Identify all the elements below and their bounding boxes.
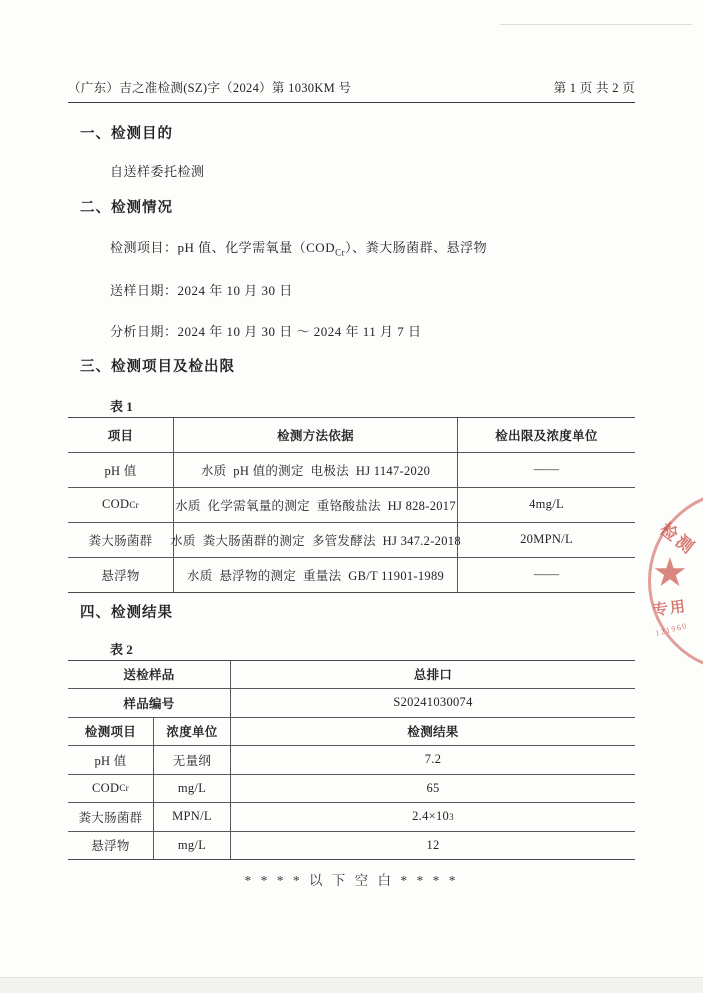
red-seal-stamp	[648, 490, 703, 672]
sample-id-label-cell: 样品编号	[123, 696, 175, 711]
page-header	[68, 78, 635, 103]
table1-header-row	[68, 418, 635, 452]
table-row	[68, 557, 635, 592]
table2-item-cell: 粪大肠菌群	[78, 810, 143, 825]
table2-result-cell: 7.2	[230, 746, 635, 774]
table-row	[68, 745, 635, 774]
sample-label-cell: 送检样品	[123, 668, 175, 683]
table2-header-unit: 浓度单位	[153, 718, 230, 746]
table-row	[68, 802, 635, 831]
table1-detection-limits	[68, 417, 635, 593]
analysis-date-line: 分析日期：2024 年 10 月 30 日 ～ 2024 年 11 月 7 日	[110, 323, 422, 339]
table1-method-cell: 水质 化学需氧量的测定 重铬酸盐法 HJ 828-2017	[173, 488, 457, 522]
table2-result-cell: 65	[230, 775, 635, 803]
stamp-mid-text: 专用	[652, 598, 689, 620]
page-content	[68, 78, 635, 889]
table2-results	[68, 660, 635, 861]
table1-method-cell: 水质 悬浮物的测定 重量法 GB/T 11901-1989	[173, 558, 457, 592]
table-row	[68, 522, 635, 557]
table1-item-cell: COD Cr	[102, 497, 139, 512]
table-row	[68, 774, 635, 803]
table1-method-cell: 水质 粪大肠菌群的测定 多管发酵法 HJ 347.2-2018	[173, 523, 457, 557]
table1-limit-cell: 20MPN/L	[457, 523, 635, 557]
sample-date-line: 送样日期：2024 年 10 月 30 日	[110, 282, 293, 298]
table1-limit-cell: ——	[457, 453, 635, 487]
table2-sample-row	[68, 661, 635, 689]
table2-item-cell: pH 值	[94, 753, 127, 768]
table-row	[68, 487, 635, 522]
table2-result-cell: 12	[230, 832, 635, 860]
table2-unit-cell: mg/L	[153, 775, 230, 803]
table2-id-row	[68, 688, 635, 717]
sample-value-cell: 总排口	[230, 661, 635, 689]
table2-item-cell: 悬浮物	[91, 839, 130, 854]
blank-below-note: * * * * 以 下 空 白 * * * *	[244, 873, 459, 889]
table1-item-cell: 粪大肠菌群	[88, 533, 153, 548]
table1-header-method: 检测方法依据	[173, 418, 457, 452]
table2-unit-cell: MPN/L	[153, 803, 230, 831]
document-number: （广东）吉之准检测(SZ)字（2024）第 1030KM 号	[68, 81, 352, 95]
stamp-serial-digits: 121960	[654, 621, 689, 638]
table2-header-item: 检测项目	[84, 725, 137, 740]
table1-label: 表 1	[110, 398, 133, 414]
scan-bottom-shadow	[0, 977, 703, 993]
sample-id-value-cell: S20241030074	[230, 689, 635, 717]
page-indicator: 第 1 页 共 2 页	[553, 81, 635, 95]
table2-header-result: 检测结果	[230, 718, 635, 746]
table1-header-limit: 检出限及浓度单位	[457, 418, 635, 452]
section2-heading: 二、检测情况	[80, 200, 173, 216]
table-row	[68, 452, 635, 487]
table2-unit-cell: mg/L	[153, 832, 230, 860]
table2-item-cell: COD Cr	[92, 780, 129, 795]
table1-item-cell: 悬浮物	[101, 568, 140, 583]
table1-limit-cell: ——	[457, 558, 635, 592]
table2-unit-cell: 无量纲	[153, 746, 230, 774]
section1-heading: 一、检测目的	[80, 126, 173, 142]
scan-edge-line	[500, 24, 692, 25]
table1-limit-cell: 4mg/L	[457, 488, 635, 522]
section3-heading: 三、检测项目及检出限	[80, 358, 235, 375]
table2-label: 表 2	[110, 641, 133, 657]
table1-header-item: 项目	[107, 428, 134, 443]
section4-heading: 四、检测结果	[80, 604, 173, 621]
table1-item-cell: pH 值	[104, 463, 137, 478]
table-row	[68, 831, 635, 860]
table1-method-cell: 水质 pH 值的测定 电极法 HJ 1147-2020	[173, 453, 457, 487]
table2-header-row	[68, 717, 635, 746]
test-items-line: 检测项目：pH 值、化学需氧量$(COD_{Cr})$、粪大肠菌群、悬浮物	[110, 240, 488, 258]
section1-body: 自送样委托检测	[110, 164, 205, 179]
table2-result-cell: 2.4×10 3	[230, 803, 635, 831]
star-icon: ★	[652, 550, 688, 595]
stamp-arc-text: 检测	[656, 519, 700, 559]
